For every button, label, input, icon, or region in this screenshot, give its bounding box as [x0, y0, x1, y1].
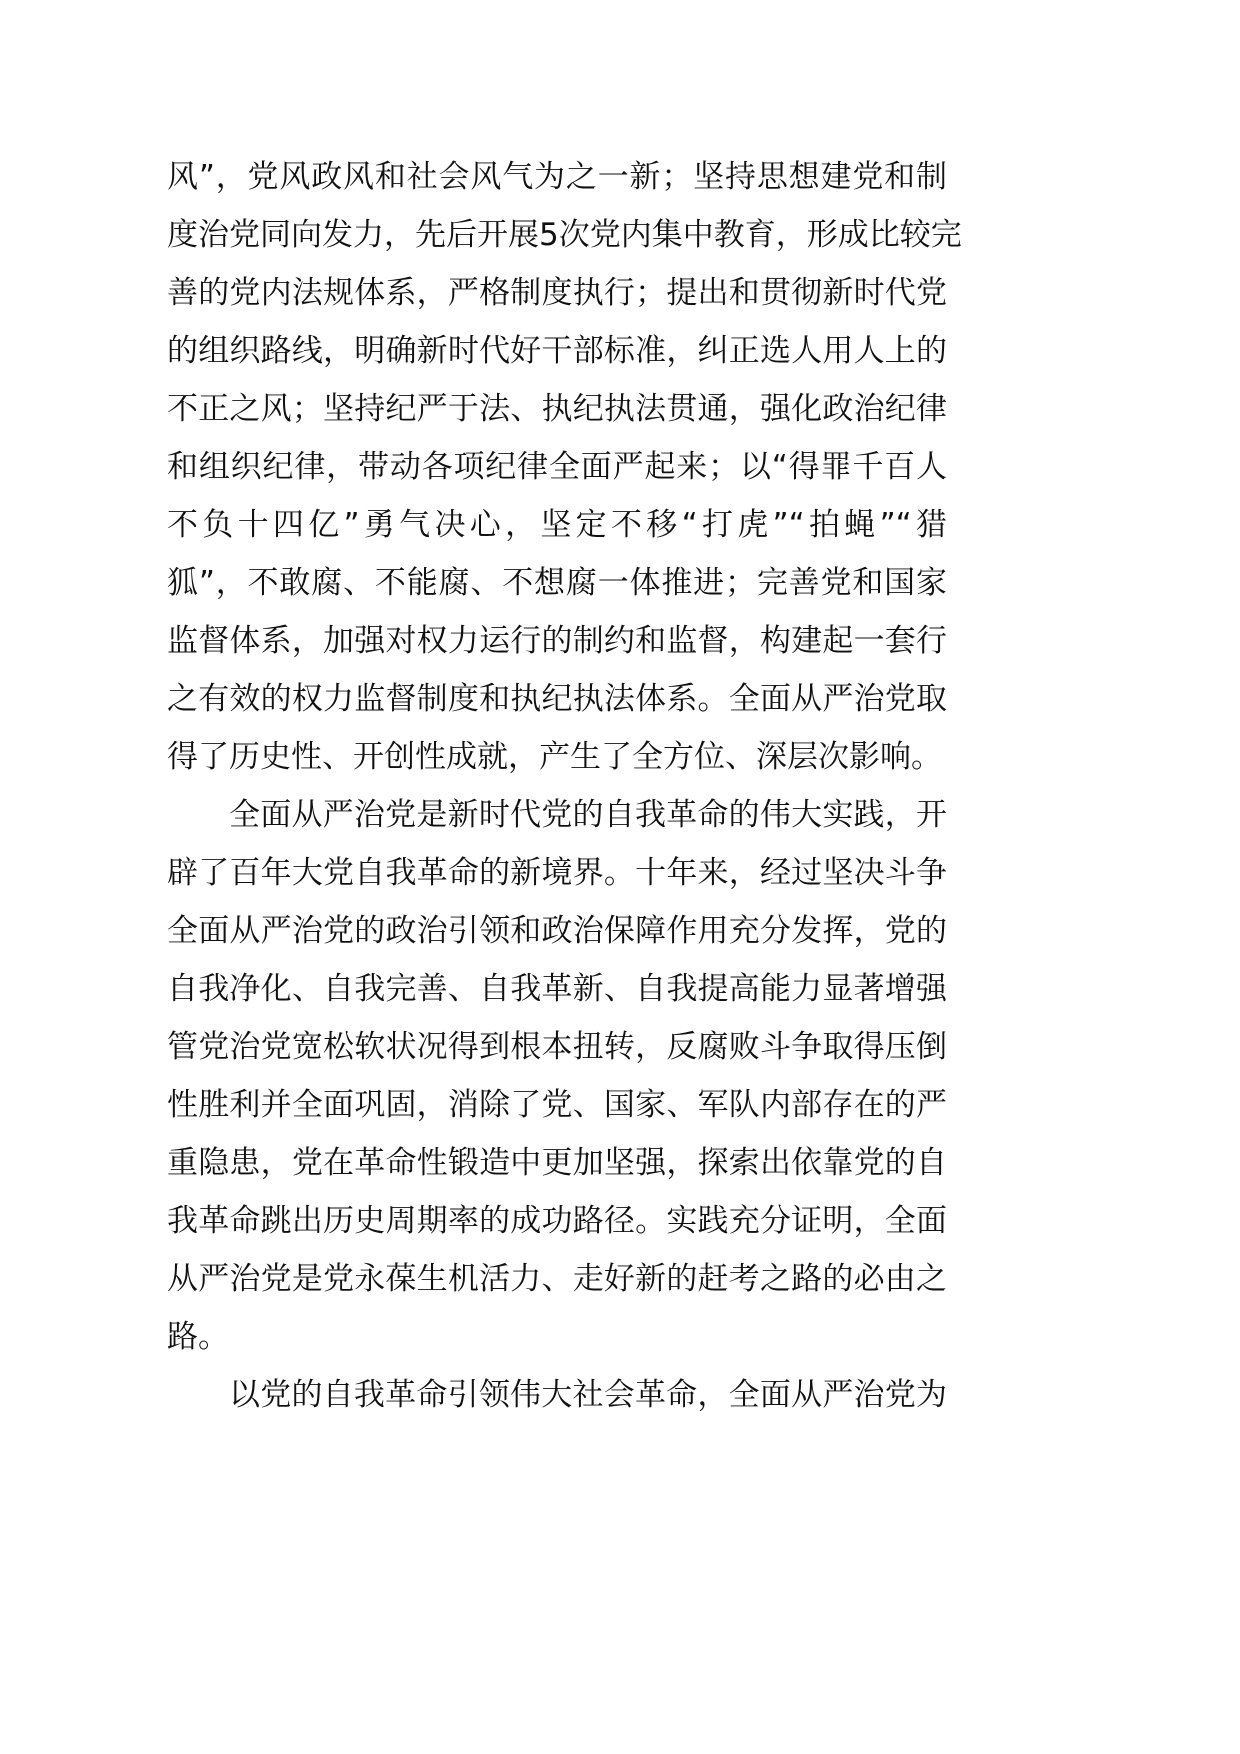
text-line: 监督体系，加强对权力运行的制约和监督，构建起一套行: [167, 623, 947, 659]
paragraph: [167, 786, 947, 1366]
text-line: 性胜利并全面巩固，消除了党、国家、军队内部存在的严: [167, 1087, 947, 1123]
text-line: 狐”，不敢腐、不能腐、不想腐一体推进；完善党和国家: [167, 565, 947, 601]
paragraph: [167, 1366, 947, 1424]
text-line: 风”，党风政风和社会风气为之一新；坚持思想建党和制: [167, 159, 947, 195]
text-line: 路。: [167, 1319, 229, 1355]
text-line: 不正之风；坚持纪严于法、执纪执法贯通，强化政治纪律: [167, 391, 947, 427]
text-line: 我革命跳出历史周期率的成功路径。实践充分证明，全面: [167, 1203, 947, 1239]
text-line: 度治党同向发力，先后开展5次党内集中教育，形成比较完: [167, 217, 962, 253]
text-line: 从严治党是党永葆生机活力、走好新的赶考之路的必由之: [167, 1261, 947, 1297]
text-line: 不负十四亿”勇气决心，坚定不移“打虎”“拍蝇”“猎: [167, 507, 947, 543]
text-line: 之有效的权力监督制度和执纪执法体系。全面从严治党取: [167, 681, 947, 717]
body-text: [167, 148, 962, 1424]
paragraph: [167, 148, 962, 786]
text-line: 自我净化、自我完善、自我革新、自我提高能力显著增强: [167, 971, 947, 1007]
text-line: 得了历史性、开创性成就，产生了全方位、深层次影响。: [167, 739, 942, 775]
text-line: 全面从严治党的政治引领和政治保障作用充分发挥，党的: [167, 913, 947, 949]
text-line: 全面从严治党是新时代党的自我革命的伟大实践，开: [229, 797, 947, 833]
text-line: 的组织路线，明确新时代好干部标准，纠正选人用人上的: [167, 333, 947, 369]
text-line: 辟了百年大党自我革命的新境界。十年来，经过坚决斗争: [167, 855, 947, 891]
text-line: 善的党内法规体系，严格制度执行；提出和贯彻新时代党: [167, 275, 947, 311]
text-line: 管党治党宽松软状况得到根本扭转，反腐败斗争取得压倒: [167, 1029, 947, 1065]
text-line: 重隐患，党在革命性锻造中更加坚强，探索出依靠党的自: [167, 1145, 947, 1181]
text-line: 以党的自我革命引领伟大社会革命，全面从严治党为: [229, 1377, 947, 1413]
text-line: 和组织纪律，带动各项纪律全面严起来；以“得罪千百人: [167, 449, 947, 485]
